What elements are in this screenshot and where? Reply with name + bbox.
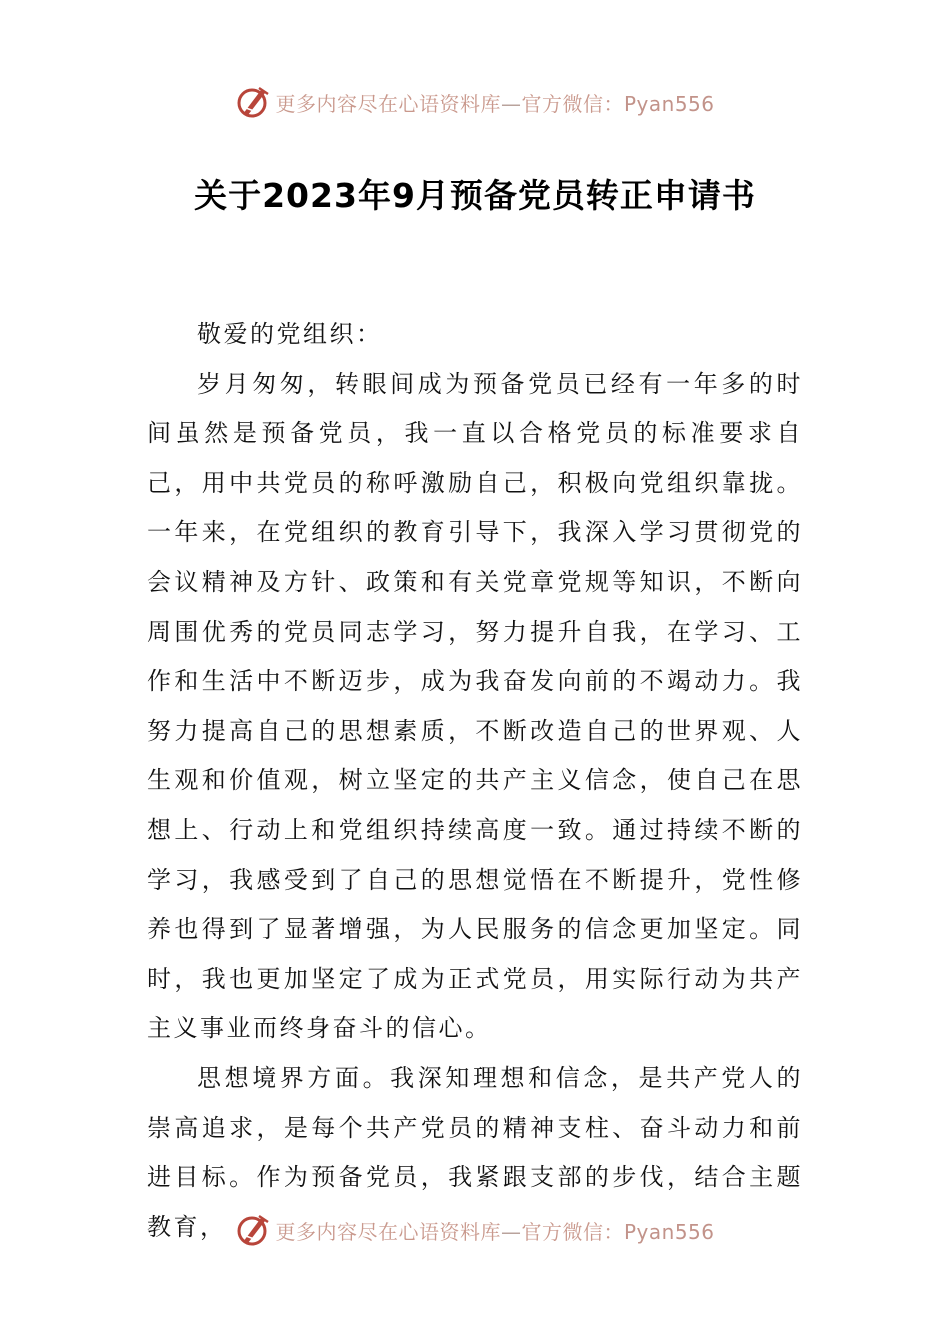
header-banner-text xyxy=(275,88,714,117)
salutation: 敬爱的党组织： xyxy=(197,320,383,348)
wechat-label: 官方微信： xyxy=(521,1219,624,1244)
document-body xyxy=(147,310,803,1252)
header-banner xyxy=(0,82,950,122)
document-title: 关于2023年9月预备党员转正申请书 xyxy=(194,176,756,215)
wechat-id: Pyan556 xyxy=(623,91,715,116)
banner-dash: — xyxy=(500,91,522,116)
banner-dash: — xyxy=(500,1219,522,1244)
quill-pen-logo-icon xyxy=(235,84,271,120)
brand-text: 更多内容尽在心语资料库 xyxy=(275,91,501,116)
footer-banner-text xyxy=(275,1216,714,1245)
quill-pen-logo-icon xyxy=(235,1212,271,1248)
paragraph-1: 岁月匆匆，转眼间成为预备党员已经有一年多的时间虽然是预备党员，我一直以合格党员的标准要求自己，用中共党员的称呼激励自己，积极向党组织靠拢。一年来，在党组织的教育引导下，我深入学习贯彻党的会议精神及方针、政策和有关党章党规等知识，不断向周围优秀的党员同志学习，努力提升自我，在学习、工作和生活中不断迈步，成为我奋发向前的不竭动力。我努力提高自己的思想素质，不断改造自己的世界观、人生观和价值观，树立坚定的共产主义信念，使自己在思想上、行动上和党组织持续高度一致。通过持续不断的学习，我感受到了自己的思想觉悟在不断提升，党性修养也得到了显著增强，为人民服务的信念更加坚定。同时，我也更加坚定了成为正式党员，用实际行动为共产主义事业而终身奋斗的信心。 xyxy=(147,369,803,1043)
brand-text: 更多内容尽在心语资料库 xyxy=(275,1219,501,1244)
paragraph-2: 思想境界方面。我深知理想和信念，是共产党人的崇高追求，是每个共产党员的精神支柱、奋斗动力和前进目标。作为预备党员，我紧跟支部的步伐，结合主题教育， xyxy=(147,1063,803,1241)
wechat-id: Pyan556 xyxy=(623,1219,715,1244)
wechat-label: 官方微信： xyxy=(521,91,624,116)
footer-banner xyxy=(0,1210,950,1250)
